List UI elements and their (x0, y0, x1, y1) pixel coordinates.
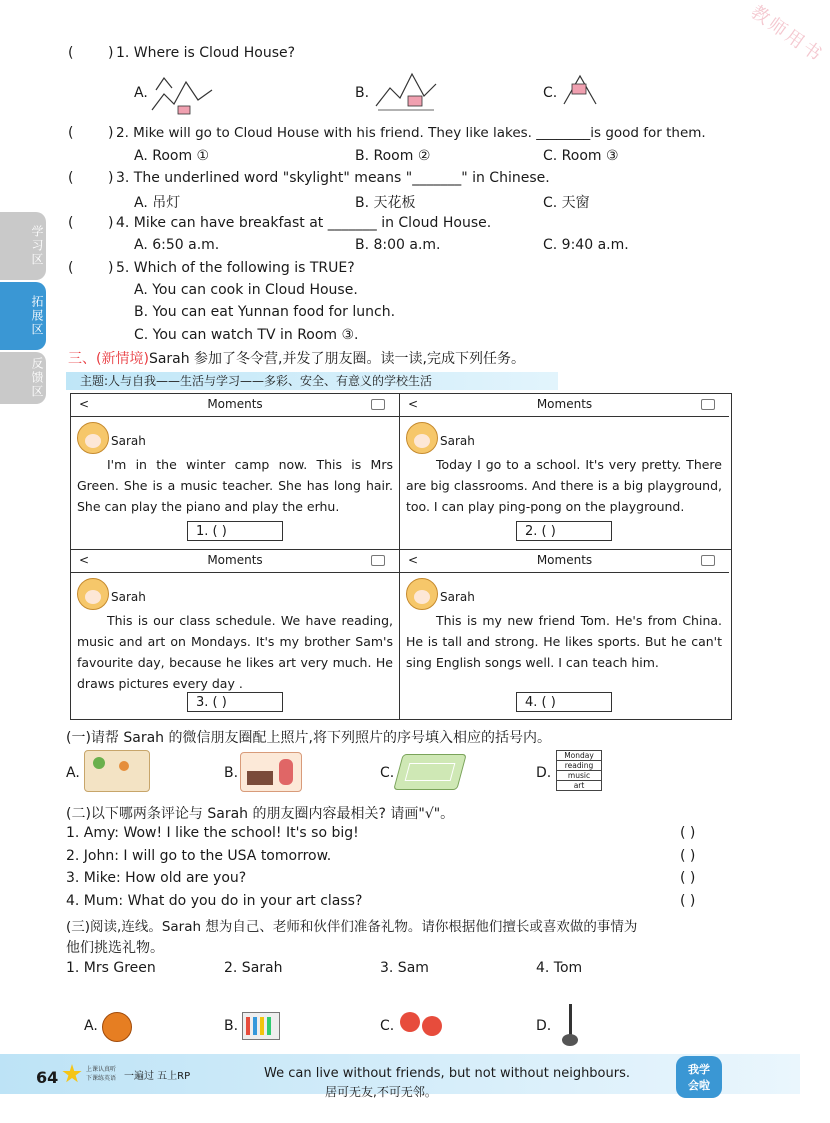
option-c: C. Room ③ (543, 148, 619, 164)
option-b: B. (355, 85, 370, 101)
moment-header (400, 394, 729, 417)
poster-name: Sarah (111, 434, 146, 448)
basketball-icon[interactable] (102, 1012, 132, 1042)
question-text: 5. Which of the following is TRUE? (116, 260, 355, 276)
badge-line-1: 我学 (688, 1063, 710, 1076)
playground-photo (393, 754, 467, 790)
mountain-house-picture-a (150, 70, 215, 116)
answer-paren-close: ) (108, 45, 114, 61)
gift-d-label: D. (536, 1018, 552, 1034)
footer (0, 1050, 800, 1123)
answer-paren-close: ) (108, 170, 114, 186)
question-text: 2. Mike will go to Cloud House with his friend. They like lakes. ________is good for them. (116, 125, 706, 141)
question-text: 1. Where is Cloud House? (116, 45, 296, 61)
mountain-house-picture-b (374, 68, 439, 114)
moment-title: Moments (536, 553, 593, 567)
photo-answer-box[interactable]: 3. ( ) (187, 692, 283, 712)
paint-set-icon[interactable] (242, 1012, 280, 1040)
photo-option-d-label: D. (536, 765, 552, 781)
sports-kids-photo (84, 750, 150, 792)
slogan-line-1: 上课认真听 (86, 1066, 117, 1073)
question-text: 4. Mike can have breakfast at _______ in Cloud House. (116, 215, 492, 231)
option-c: C. 天窗 (543, 195, 590, 211)
comment-item: 1. Amy: Wow! I like the school! It's so big! (66, 825, 359, 841)
photo-answer-box[interactable]: 1. ( ) (187, 521, 283, 541)
schedule-subject: music (557, 771, 601, 781)
avatar (406, 422, 438, 454)
photo-answer-box[interactable]: 2. ( ) (516, 521, 612, 541)
moment-text: Today I go to a school. It's very pretty. There are big classrooms. And there is a big playground, too. I can play ping-pong on the playground. (406, 457, 722, 514)
option-b: B. Room ② (355, 148, 431, 164)
answer-paren-open: ( (68, 125, 74, 141)
poster-name: Sarah (111, 590, 146, 604)
option-b: B. 8:00 a.m. (355, 237, 441, 253)
badge-line-2: 会啦 (688, 1079, 710, 1092)
back-arrow-icon[interactable]: < (408, 553, 419, 567)
moment-card (71, 550, 400, 719)
new-context-tag: (新情境) (96, 351, 149, 367)
side-tab-extend[interactable]: 拓展区 (0, 282, 46, 350)
schedule-day: Monday (557, 751, 601, 761)
moment-header (71, 394, 399, 417)
section-heading-text: Sarah 参加了冬令营,并发了朋友圈。读一读,完成下列任务。 (148, 351, 525, 367)
ping-pong-paddles-icon[interactable] (398, 1010, 448, 1040)
match-person[interactable]: 2. Sarah (224, 960, 283, 976)
slogan-line-2: 下课练英语 (86, 1075, 117, 1082)
gift-a-label: A. (84, 1018, 98, 1034)
moment-card (400, 394, 729, 549)
moment-title: Moments (207, 553, 263, 567)
avatar (77, 578, 109, 610)
back-arrow-icon[interactable]: < (408, 397, 419, 411)
camera-icon[interactable] (371, 399, 385, 410)
moment-header (400, 550, 729, 573)
section-number: 三、 (68, 351, 96, 367)
option-c: C. 9:40 a.m. (543, 237, 629, 253)
match-person[interactable]: 1. Mrs Green (66, 960, 156, 976)
page-number: 64 (36, 1068, 59, 1087)
brand-label: 一遍过 五上RP (124, 1071, 191, 1082)
option-a: A. 吊灯 (134, 195, 181, 211)
sub2-instruction: (二)以下哪两条评论与 Sarah 的朋友圈内容最相关? 请画"√"。 (66, 806, 455, 822)
comment-check-bracket[interactable]: ( ) (680, 893, 696, 909)
moment-text: I'm in the winter camp now. This is Mrs Green. She is a music teacher. She has long hair. She can play the piano and play the erhu. (77, 457, 393, 514)
question-text: 3. The underlined word "skylight" means "_______" in Chinese. (116, 170, 550, 186)
moment-title: Moments (536, 397, 593, 411)
moment-text: This is our class schedule. We have reading, music and art on Mondays. It's my brother Sam's favourite day, because he likes art very much. He draws pictures every day . (77, 613, 393, 691)
moment-text: This is my new friend Tom. He's from China. He is tall and strong. He likes sports. But he can't sing English songs well. I can teach him. (406, 613, 722, 670)
learned-badge (676, 1056, 722, 1098)
photo-option-c-label: C. (380, 765, 395, 781)
sub3-instruction: (三)阅读,连线。Sarah 想为自己、老师和伙伴们准备礼物。请你根据他们擅长或喜欢做的事情为 (66, 919, 638, 935)
match-person[interactable]: 3. Sam (380, 960, 429, 976)
side-tab-study[interactable]: 学习区 (0, 212, 46, 280)
avatar (406, 578, 438, 610)
answer-paren-close: ) (108, 260, 114, 276)
comment-check-bracket[interactable]: ( ) (680, 848, 696, 864)
option-b: B. You can eat Yunnan food for lunch. (134, 304, 396, 320)
comment-check-bracket[interactable]: ( ) (680, 825, 696, 841)
poster-name: Sarah (440, 434, 475, 448)
gift-c-label: C. (380, 1018, 395, 1034)
mountain-house-picture-c (560, 70, 600, 116)
piano-teacher-photo (240, 752, 302, 792)
answer-paren-close: ) (108, 125, 114, 141)
sub1-instruction: (一)请帮 Sarah 的微信朋友圈配上照片,将下列照片的序号填入相应的括号内。 (66, 730, 551, 746)
moment-title: Moments (207, 397, 263, 411)
photo-option-b-label: B. (224, 765, 239, 781)
moment-card (400, 550, 729, 719)
option-b: B. 天花板 (355, 195, 416, 211)
schedule-photo (556, 750, 602, 791)
answer-paren-open: ( (68, 260, 74, 276)
section-heading (68, 348, 525, 368)
back-arrow-icon[interactable]: < (79, 397, 90, 411)
quote-chinese: 居可无友,不可无邻。 (325, 1085, 437, 1099)
camera-icon[interactable] (371, 555, 385, 566)
schedule-subject: art (573, 781, 585, 790)
option-c: C. (543, 85, 558, 101)
moment-card (71, 394, 400, 549)
comment-item: 3. Mike: How old are you? (66, 870, 247, 886)
quote-english: We can live without friends, but not without neighbours. (264, 1066, 630, 1081)
comment-check-bracket[interactable]: ( ) (680, 870, 696, 886)
camera-icon[interactable] (701, 555, 715, 566)
option-a: A. (134, 85, 148, 101)
watermark: 教师用书 (746, 1, 828, 67)
photo-option-a-label: A. (66, 765, 80, 781)
comment-item: 2. John: I will go to the USA tomorrow. (66, 848, 332, 864)
gift-b-label: B. (224, 1018, 239, 1034)
moment-header (71, 550, 399, 573)
answer-paren-close: ) (108, 215, 114, 231)
option-a: A. You can cook in Cloud House. (134, 282, 358, 298)
answer-paren-open: ( (68, 45, 74, 61)
option-c: C. You can watch TV in Room ③. (134, 327, 359, 343)
sub3-instruction-cont: 他们挑选礼物。 (66, 940, 164, 956)
back-arrow-icon[interactable]: < (79, 553, 90, 567)
match-person[interactable]: 4. Tom (536, 960, 583, 976)
schedule-subject: reading (557, 761, 601, 771)
avatar (77, 422, 109, 454)
side-tab-feedback[interactable]: 反馈区 (0, 352, 46, 404)
photo-answer-box[interactable]: 4. ( ) (516, 692, 612, 712)
option-a: A. 6:50 a.m. (134, 237, 220, 253)
answer-paren-open: ( (68, 215, 74, 231)
theme-bar: 主题:人与自我——生活与学习——多彩、安全、有意义的学校生活 (66, 372, 558, 390)
answer-paren-open: ( (68, 170, 74, 186)
comment-item: 4. Mum: What do you do in your art class? (66, 893, 363, 909)
moments-grid (70, 393, 732, 720)
poster-name: Sarah (440, 590, 475, 604)
option-a: A. Room ① (134, 148, 210, 164)
erhu-icon[interactable] (556, 1004, 586, 1048)
camera-icon[interactable] (701, 399, 715, 410)
